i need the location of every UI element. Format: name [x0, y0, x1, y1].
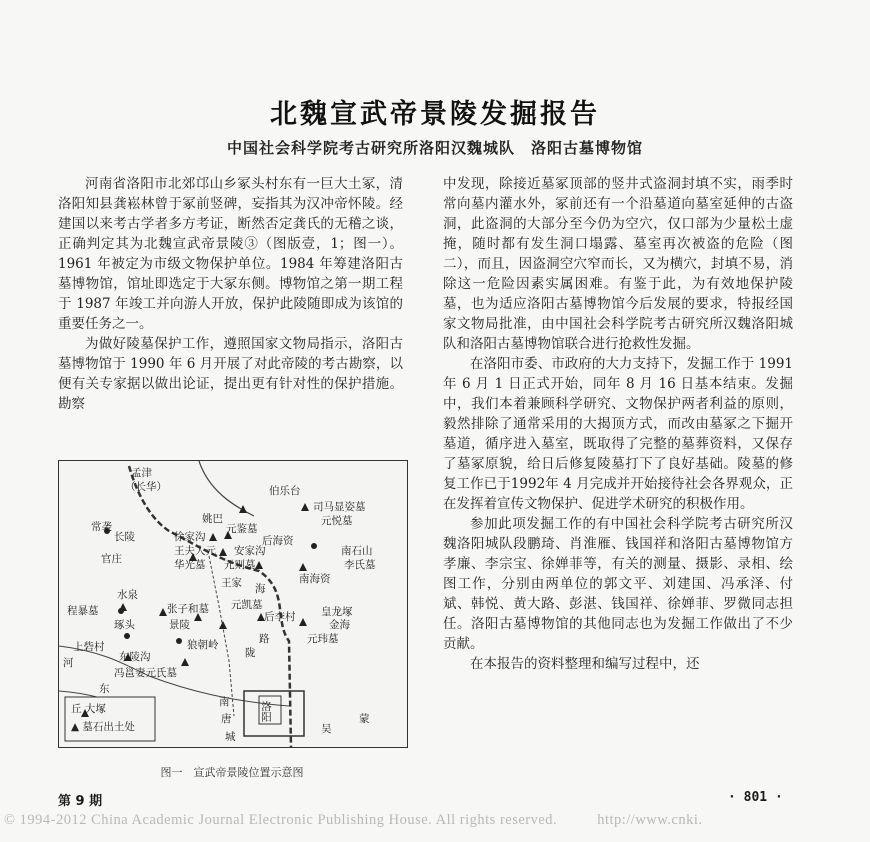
map-label: 陇: [245, 647, 256, 659]
map-label: 常袭: [91, 521, 112, 533]
map-label: 伯乐台: [269, 485, 301, 497]
map-label: 蒙: [359, 713, 370, 725]
map-label: 孟津: [131, 467, 152, 479]
map-label: 程暴墓: [67, 605, 99, 617]
paragraph: 在本报告的资料整理和编写过程中，还: [470, 656, 700, 672]
figure-caption: 图一 宣武帝景陵位置示意图: [160, 766, 304, 779]
copyright-text: © 1994-2012 China Academic Journal Electronic Publishing House. All rights reserved.: [4, 812, 558, 828]
map-label: 王家: [221, 577, 242, 589]
location-map: [58, 460, 408, 748]
map-label: 皇龙塚: [321, 606, 353, 618]
map-label: 元则墓: [224, 559, 256, 571]
map-label: 后海资: [262, 535, 294, 547]
map-label: 河: [63, 657, 74, 669]
map-label: 南: [219, 696, 230, 708]
map-label: 金海: [329, 619, 350, 631]
map-label: 安家沟: [234, 545, 266, 557]
issue-number: 第 9 期: [58, 794, 103, 809]
map-label: 华光墓: [174, 559, 206, 571]
map-label: 元悦墓: [321, 515, 353, 527]
left-column: [58, 174, 403, 414]
publisher-url: http://www.cnki.: [597, 812, 703, 828]
map-label: 唐: [221, 713, 232, 725]
map-label: 姚巴: [202, 513, 223, 525]
paragraph: 河南省洛阳市北郊邙山乡冢头村东有一巨大土冢，清洛阳知县龚崧林曾于冢前竖碑，妄指其为汉冲帝怀陵。经建国以来考古学者多方考证，断然否定龚氏的无稽之谈，正确判定其为北魏宣武帝景陵③（图版壹，1；图一）。1961 年被定为市级文物保护单位。1984 年筹建洛阳古墓博物馆，馆址即选定于大冢东侧。博物馆之第一期工程于 1987 年竣工并向游人开放，保护此陵随即成为该馆的重要任务之一。: [58, 176, 403, 332]
map-label: 海: [255, 583, 266, 595]
map-label: 元玮墓: [307, 633, 339, 645]
map-label: 景陵: [169, 619, 190, 631]
map-label: 徐家沟: [174, 531, 206, 543]
article-title: 北魏宣武帝景陵发掘报告: [270, 99, 600, 130]
map-label: 洛阳: [260, 701, 272, 722]
map-label: 南石山: [341, 545, 373, 557]
paragraph: 为做好陵墓保护工作，遵照国家文物局指示，洛阳古墓博物馆于 1990 年 6 月开展了对此帝陵的考古勘察，以便有关专家据以做出论证，提出更有针对性的保护措施。勘察: [58, 336, 403, 412]
paragraph: 在洛阳市委、市政府的大力支持下，发掘工作于 1991 年 6 月 1 日正式开始，同年 8 月 16 日基本结束。发掘中，我们本着兼顾科学研究、文物保护两者利益的原则，毅然排除了通常采用的大揭顶方式，而改由墓冢之下掘开墓道，循序进入墓室，既取得了完整的墓葬资料，又保存了墓冢原貌，给日后修复陵墓打下了良好基础。陵墓的修复工作已于1992年 4 月完成并开始接待社会各界观众，正在发挥着宣传文物保护、促进学术研究的积极作用。: [443, 356, 793, 512]
paragraph: 中发现，除接近墓冢顶部的竖井式盗洞封填不实，雨季时常向墓内灌水外，冢前还有一个沿墓道向墓室延伸的古盗洞，此盗洞的大部分至今仍为空穴，仅口部为少量松土虚掩，随时都有发生洞口塌露、墓室再次被盗的危险（图二），而且，因盗洞空穴窄而长，又为横穴，封填不易，消除这一危险因素实属困难。有鉴于此，为有效地保护陵墓，也为适应洛阳古墓博物馆今后发展的要求，特报经国家文物局批准，由中国社会科学院考古研究所汉魏洛阳城队和洛阳古墓博物馆联合进行抢救性发掘。: [443, 176, 793, 352]
map-label: 吴: [321, 723, 332, 735]
map-label: 琢头: [114, 619, 135, 631]
copyright-notice: [0, 812, 870, 829]
map-label: 王夫人元: [174, 545, 216, 557]
paragraph: 参加此项发掘工作的有中国社会科学院考古研究所汉魏洛阳城队段鹏琦、肖淮雁、钱国祥和洛阳古墓博物馆方孝廉、李宗宝、徐婵菲等，有关的测量、摄影、录相、绘图工作，分别由两单位的郭文平、刘建国、冯承泽、付斌、韩悦、黄大路、彭湛、钱国祥、徐婵菲、罗微同志担任。洛阳古墓博物馆的其他同志也为发掘工作做出了不少贡献。: [443, 516, 793, 652]
map-label: 城: [225, 731, 236, 743]
map-label: 后李村: [264, 611, 296, 623]
map-label: 上砦村: [73, 641, 105, 653]
map-label: 路: [259, 633, 270, 645]
right-column: [443, 174, 793, 674]
map-label: 冯邕妻元氏墓: [114, 667, 177, 679]
map-label: 司马显姿墓: [313, 501, 366, 513]
article-authors: 中国社会科学院考古研究所洛阳汉魏城队 洛阳古墓博物馆: [226, 139, 643, 157]
map-label: （长华）: [125, 481, 167, 493]
map-label: 官庄: [101, 553, 122, 565]
map-label: 张子和墓: [167, 603, 209, 615]
map-label: 水泉: [117, 589, 138, 601]
map-label: 东: [99, 683, 110, 695]
map-label: 长陵: [114, 531, 135, 543]
map-label: 元凯墓: [231, 599, 263, 611]
map-label: 东陵沟: [119, 651, 151, 663]
map-label: 李氏墓: [344, 559, 376, 571]
map-label: 南海资: [299, 573, 331, 585]
map-label: 狼朝岭: [187, 639, 219, 651]
legend-item: ▲ 墓石出土处: [71, 721, 135, 733]
map-label: 元鉴墓: [226, 523, 258, 535]
page-number: · 801 ·: [728, 790, 783, 805]
legend-item: 丘 大塚: [71, 703, 106, 715]
